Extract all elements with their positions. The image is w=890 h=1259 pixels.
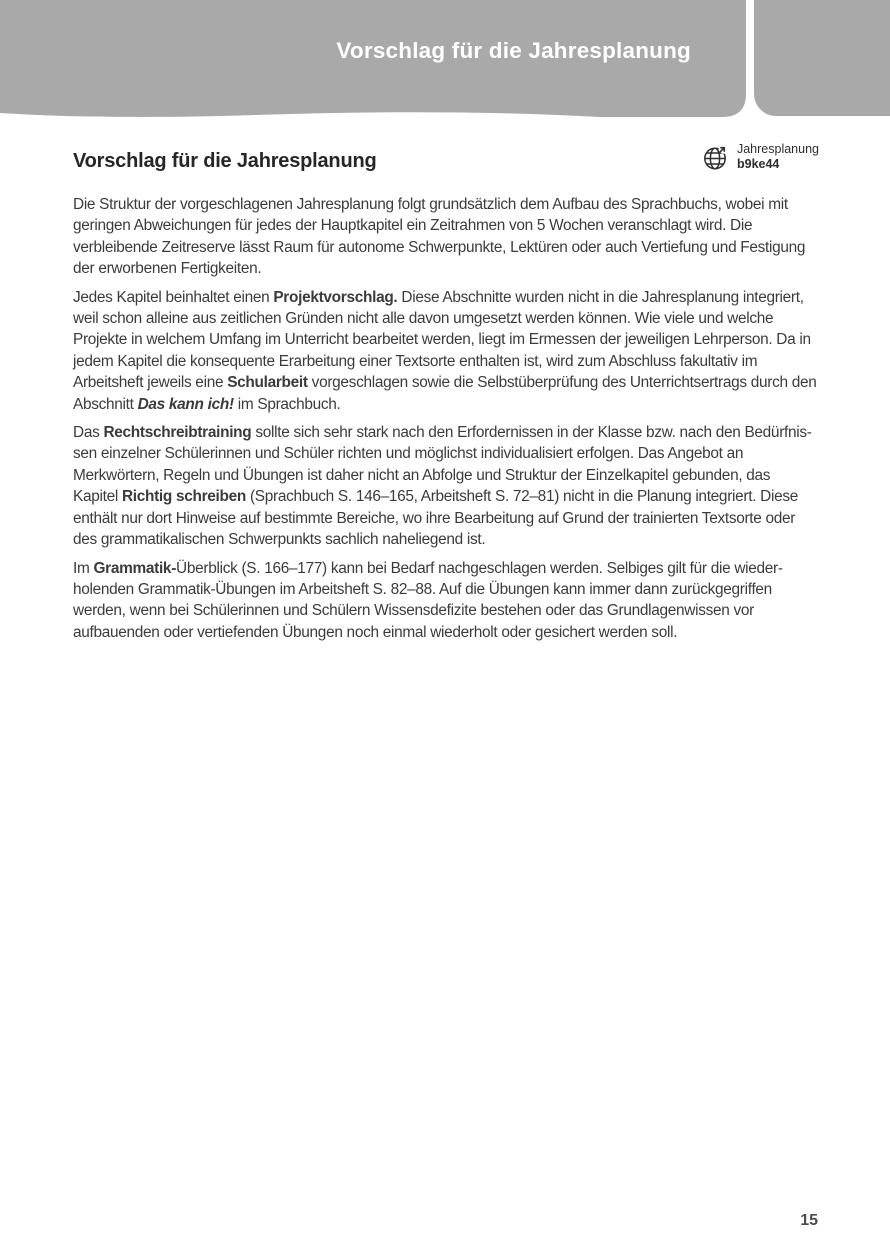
text-run: Schularbeit [227, 374, 308, 392]
text-run: Jedes Kapitel beinhaltet einen [73, 288, 274, 306]
page-heading: Vorschlag für die Jahresplanung [73, 150, 377, 172]
side-tab [754, 0, 890, 116]
online-code-widget [703, 142, 819, 172]
page-number: 15 [800, 1212, 818, 1229]
text-run: vorgeschlagen sowie die Selbstüberprüfung des Unterrichtsertrags durch den Abschnitt [73, 374, 817, 413]
text-run: (Sprachbuch S. 146–165, Arbeitsheft S. 72–81) nicht in die Planung integriert. Diese enthält nur dort Hinweise auf bestimmte Bereiche, wo ihre Bearbeitung auf Grund der trainierten Textsorte oder des grammatikalischen Schwerpunkts sachlich naheliegend ist. [73, 488, 798, 549]
text-run: Im [73, 559, 94, 577]
paragraphs [73, 194, 819, 643]
text-run: Diese Abschnitte wurden nicht in die Jahresplanung integriert, weil schon alleine aus zeitlichen Gründen nicht alle davon umgesetzt werden können. Wie viele und welche Projekte in welchem Umfang im Unterricht bearbeitet werden, liegt im Ermessen der jeweiligen Lehrperson. Da in jedem Kapitel die konsequente Erarbeitung einer Textsorte enthalten ist, wird zum Abschluss fakultativ im Arbeitsheft jeweils eine [73, 288, 811, 392]
text-run: Überblick (S. 166–177) kann bei Bedarf nachgeschlagen werden. Selbiges gilt für die wiederholenden Grammatik-Übungen im Arbeitsheft S. 82–88. Auf die Übungen kann immer dann zurückgegriffen werden, wenn bei Schülerinnen und Schülern Wissensdefizite bestehen oder das Grundlagenwissen vor aufbauenden oder vertiefenden Übungen noch einmal wiederholt oder gesichert werden soll. [73, 559, 784, 641]
paragraph [73, 422, 819, 550]
heading-row [73, 142, 819, 174]
code-texts [737, 142, 819, 172]
code-value: b9ke44 [736, 157, 780, 171]
paragraph [73, 194, 819, 280]
text-run: Die Struktur der vorgeschlagenen Jahresplanung folgt grundsätzlich dem Aufbau des Sprachbuchs, wobei mit geringen Abweichungen für jedes der Hauptkapitel ein Zeitrahmen von 5 Wochen veranschlagt wird. Die verbleibende Zeitreserve lässt Raum für autonome Schwerpunkte, Lektüren oder auch Vertiefung und Festigung der erworbenen Fertigkeiten. [73, 196, 806, 278]
text-run: Projektvorschlag. [273, 288, 398, 306]
text-run: Das kann ich! [137, 395, 234, 413]
content-column [73, 116, 819, 650]
text-run: Grammatik- [93, 559, 177, 577]
text-run: Das [73, 424, 104, 442]
text-run: Rechtschreibtraining [103, 424, 252, 442]
globe-link-icon [703, 143, 730, 171]
banner-title: Vorschlag für die Jahresplanung [336, 38, 691, 63]
text-run: im Sprachbuch. [233, 395, 341, 413]
text-run: sollte sich sehr stark nach den Erfordernissen in der Klasse bzw. nach den Bedürfnissen einzelner Schülerinnen und Schüler richten und möglichst individualisiert erfolgen. Das Angebot an Merkwörtern, Regeln und Übungen ist daher nicht an Abfolge und Struktur der Einzelkapitel gebunden, das Kapitel [73, 424, 812, 506]
paragraph [73, 558, 819, 644]
paragraph [73, 287, 819, 415]
text-run: Richtig schreiben [121, 488, 246, 506]
code-label: Jahresplanung [736, 142, 819, 156]
